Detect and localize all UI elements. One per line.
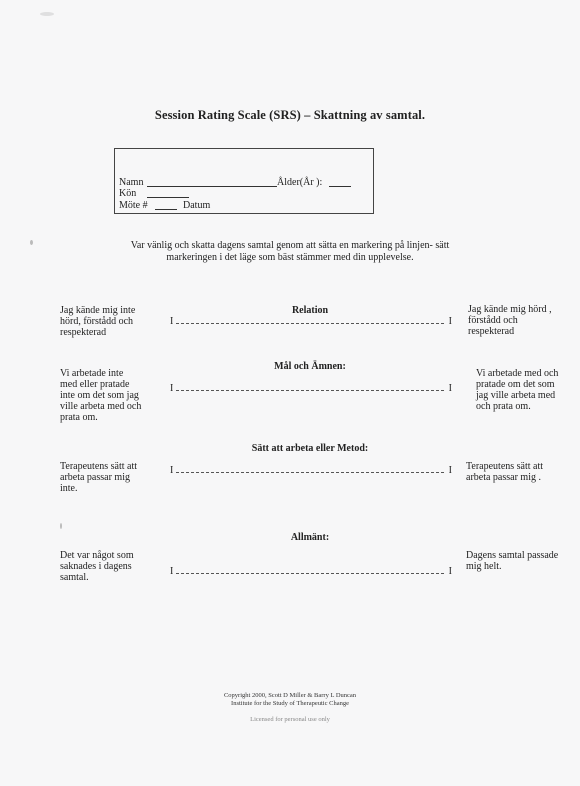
scale-method-left-label	[60, 461, 170, 494]
patient-info-box	[114, 148, 374, 214]
label-line: Jag kände mig inte	[60, 305, 136, 316]
scale-goals-title: Mål och Ämnen:	[274, 361, 346, 372]
label-line: mig helt.	[466, 561, 502, 572]
scan-speck	[30, 240, 33, 245]
scale-method-line[interactable]	[170, 466, 452, 476]
label-line: respekterad	[468, 326, 515, 337]
gender-label: Kön	[119, 188, 137, 199]
scale-goals-right-label	[476, 368, 580, 412]
copyright-text: Copyright 2000, Scott D Miller & Barry L Duncan	[223, 692, 357, 699]
scale-start-mark: I	[170, 316, 174, 327]
label-line: Terapeutens sätt att	[466, 461, 544, 472]
meeting-label: Möte #	[119, 200, 148, 211]
age-field[interactable]	[329, 186, 351, 187]
label-line: inte.	[60, 483, 78, 494]
label-line: jag ville arbeta med	[476, 390, 556, 401]
scan-speck	[40, 12, 54, 16]
dashed-line	[176, 472, 444, 473]
label-line: samtal.	[60, 572, 89, 583]
scale-general-line[interactable]	[170, 567, 452, 577]
form-title: Session Rating Scale (SRS) – Skattning av samtal.	[154, 108, 426, 122]
label-line: ville arbeta med och	[60, 401, 142, 412]
scale-end-mark: I	[448, 383, 452, 394]
label-line: Terapeutens sätt att	[60, 461, 138, 472]
scale-relation-line[interactable]	[170, 317, 452, 327]
scale-relation-left-label	[60, 305, 170, 338]
label-line: Jag kände mig hörd ,	[468, 304, 552, 315]
label-line: och prata om.	[476, 401, 531, 412]
label-line: Vi arbetade inte	[60, 368, 124, 379]
scale-relation-right-label	[468, 304, 578, 337]
scale-general-title: Allmänt:	[290, 532, 330, 543]
instructions-line-1: Var vänlig och skatta dagens samtal genom att sätta en markering på linjen- sätt	[130, 240, 450, 251]
date-label: Datum	[183, 200, 211, 211]
label-line: respekterad	[60, 327, 107, 338]
scale-end-mark: I	[448, 465, 452, 476]
scale-general-right-label	[466, 550, 576, 572]
label-line: Vi arbetade med och	[476, 368, 559, 379]
label-line: arbeta passar mig	[60, 472, 130, 483]
age-label: Ålder(År ):	[277, 177, 323, 188]
scale-general-left-label	[60, 550, 170, 583]
instructions-line-2: markeringen i det läge som bäst stämmer med din upplevelse.	[166, 252, 414, 263]
institute-text: Institute for the Study of Therapeutic Change	[231, 700, 349, 707]
label-line: arbeta passar mig .	[466, 472, 541, 483]
gender-field[interactable]	[147, 197, 189, 198]
scale-start-mark: I	[170, 566, 174, 577]
scan-speck	[60, 523, 62, 529]
footer-license: Licensed for personal use only	[250, 716, 330, 723]
label-line: med eller pratade	[60, 379, 130, 390]
scale-end-mark: I	[448, 316, 452, 327]
scale-start-mark: I	[170, 383, 174, 394]
label-line: förstådd och	[468, 315, 518, 326]
footer-copyright	[0, 692, 580, 708]
scale-method-right-label	[466, 461, 576, 483]
label-line: Det var något som	[60, 550, 134, 561]
scale-goals-line[interactable]	[170, 384, 452, 394]
dashed-line	[176, 573, 444, 574]
label-line: hörd, förstådd och	[60, 316, 134, 327]
meeting-field[interactable]	[155, 209, 177, 210]
scale-end-mark: I	[448, 566, 452, 577]
label-line: Dagens samtal passade	[466, 550, 559, 561]
label-line: pratade om det som	[476, 379, 555, 390]
name-label: Namn	[119, 177, 144, 188]
instructions	[120, 240, 460, 264]
scale-goals-left-label	[60, 368, 170, 423]
dashed-line	[176, 323, 444, 324]
scale-start-mark: I	[170, 465, 174, 476]
scale-relation-title: Relation	[291, 305, 329, 316]
scale-method-title: Sätt att arbeta eller Metod:	[251, 443, 369, 454]
dashed-line	[176, 390, 444, 391]
label-line: saknades i dagens	[60, 561, 132, 572]
name-field[interactable]	[147, 186, 277, 187]
label-line: inte om det som jag	[60, 390, 139, 401]
label-line: prata om.	[60, 412, 98, 423]
